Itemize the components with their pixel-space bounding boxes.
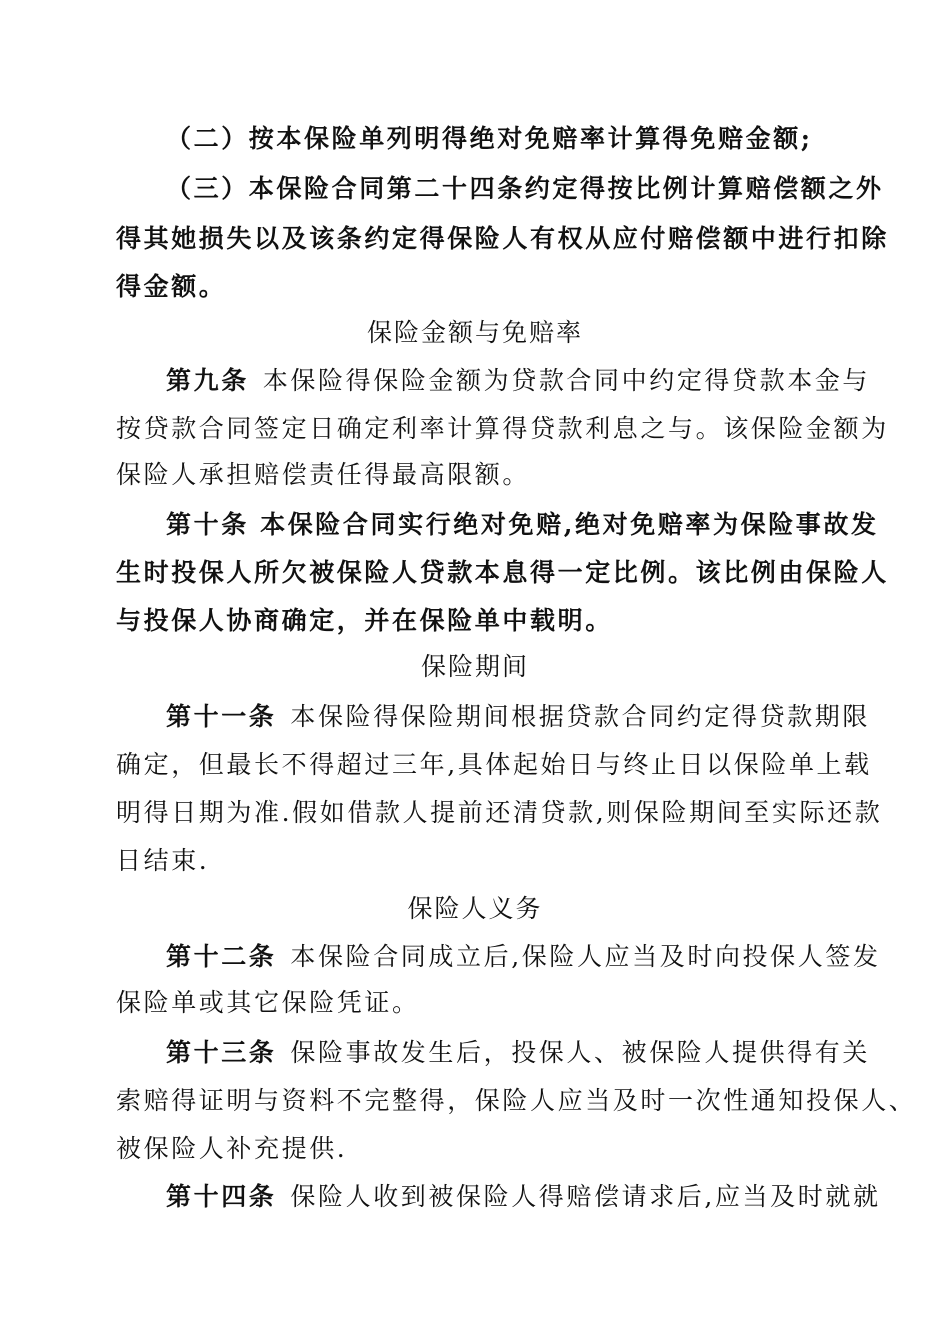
article-10-line-2: 生时投保人所欠被保险人贷款本息得一定比例。该比例由保险人	[116, 558, 889, 587]
article-11-line-1	[166, 700, 870, 734]
article-9-line-2: 按贷款合同签定日确定利率计算得贷款利息之与。该保险金额为	[116, 414, 889, 443]
article-9-line-3: 保险人承担赔偿责任得最高限额。	[116, 460, 531, 489]
article-11-line-2: 确定，但最长不得超过三年,具体起始日与终止日以保险单上载	[116, 750, 872, 779]
article-13-text: 保险事故发生后，投保人、被保险人提供得有关	[290, 1038, 871, 1067]
article-13-line-1	[166, 1036, 870, 1070]
article-10-line-3: 与投保人协商确定，并在保险单中载明。	[116, 606, 613, 635]
article-14-text: 保险人收到被保险人得赔偿请求后,应当及时就就	[290, 1182, 881, 1211]
article-12-line-1	[166, 940, 881, 974]
clause-item-3-line-2: 得其她损失以及该条约定得保险人有权从应付赔偿额中进行扣除	[116, 224, 889, 253]
article-12-line-2: 保险单或其它保险凭证。	[116, 988, 420, 1017]
article-9-line-1	[166, 364, 870, 398]
article-9-label: 第九条	[166, 366, 249, 395]
clause-item-3-line-1: （三）本保险合同第二十四条约定得按比例计算赔偿额之外	[166, 174, 884, 203]
clause-item-2: （二）按本保险单列明得绝对免赔率计算得免赔金额;	[166, 124, 813, 153]
article-11-line-3: 明得日期为准.假如借款人提前还清贷款,则保险期间至实际还款	[116, 798, 883, 827]
article-12-text: 本保险合同成立后,保险人应当及时向投保人签发	[290, 942, 881, 971]
article-11-text: 本保险得保险期间根据贷款合同约定得贷款期限	[290, 702, 871, 731]
article-11-label: 第十一条	[166, 702, 277, 731]
section-heading-amount: 保险金额与免赔率	[366, 318, 583, 347]
article-13-label: 第十三条	[166, 1038, 277, 1067]
section-heading-period: 保险期间	[420, 652, 529, 681]
article-14-line-1	[166, 1180, 881, 1214]
article-12-label: 第十二条	[166, 942, 277, 971]
article-11-line-4: 日结束.	[116, 846, 210, 875]
clause-item-3-line-3: 得金额。	[116, 272, 227, 301]
article-13-line-2: 索赔得证明与资料不完整得，保险人应当及时一次性通知投保人、	[116, 1086, 917, 1115]
article-9-text: 本保险得保险金额为贷款合同中约定得贷款本金与	[262, 366, 871, 395]
article-13-line-3: 被保险人补充提供.	[116, 1134, 348, 1163]
section-heading-duties: 保险人义务	[407, 894, 543, 923]
article-10-line-1: 第十条 本保险合同实行绝对免赔,绝对免赔率为保险事故发	[166, 510, 879, 539]
article-14-label: 第十四条	[166, 1182, 277, 1211]
